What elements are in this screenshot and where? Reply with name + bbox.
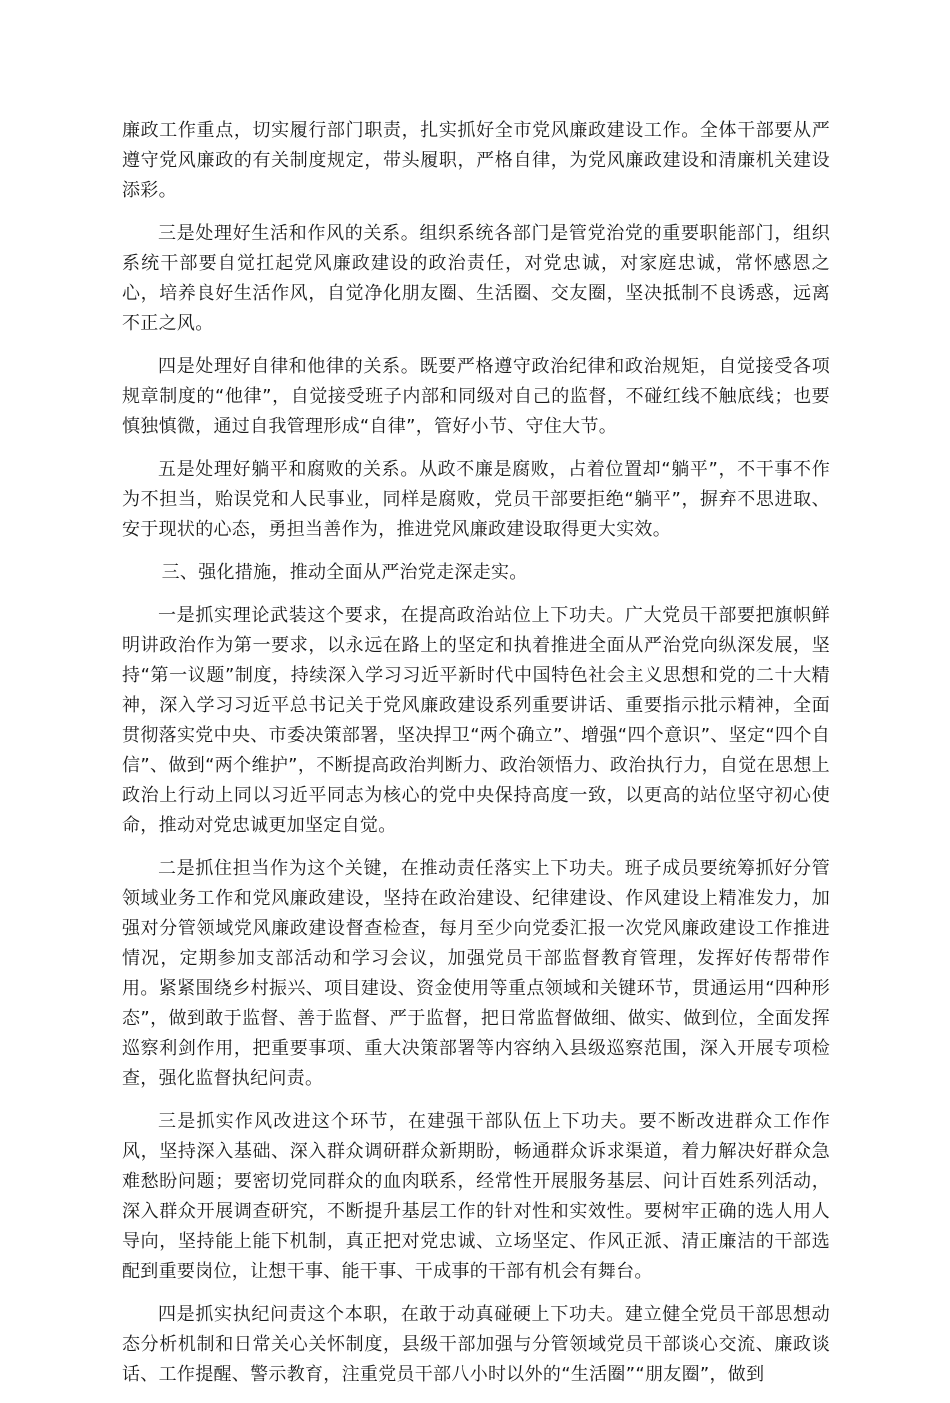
section-heading-strengthen-measures: 三、强化措施，推动全面从严治党走深走实。 <box>161 562 528 583</box>
paragraph-theory-arming: 一是抓实理论武装这个要求，在提高政治站位上下功夫。广大党员干部要把旗帜鲜明讲政治作为第一要求，以永远在路上的坚定和执着推进全面从严治党向纵深发展，坚持“第一议题”制度，持续深入学习习近平新时代中国特色社会主义思想和党的二十大精神，深入学习习近平总书记关于党风廉政建设系列重要讲话、重要指示批示精神，全面贯彻落实党中央、市委决策部署，坚决捍卫“两个确立”、增强“四个意识”、坚定“四个自信”、做到“两个维护”，不断提高政治判断力、政治领悟力、政治执行力，自觉在思想上政治上行动上同以习近平同志为核心的党中央保持高度一致，以更高的站位坚守初心使命，推动对党忠诚更加坚定自觉。 <box>122 605 830 836</box>
paragraph-self-discipline: 四是处理好自律和他律的关系。既要严格遵守政治纪律和政治规矩，自觉接受各项规章制度的“他律”，自觉接受班子内部和同级对自己的监督，不碰红线不触底线；也要慎独慎微，通过自我管理形成“自律”，管好小节、守住大节。 <box>122 356 830 437</box>
paragraph-lying-flat-and-corruption: 五是处理好躺平和腐败的关系。从政不廉是腐败，占着位置却“躺平”，不干事不作为不担当，贻误党和人民事业，同样是腐败，党员干部要拒绝“躺平”，摒弃不思进取、安于现状的心态，勇担当善作为，推进党风廉政建设取得更大实效。 <box>122 459 830 540</box>
paragraph-responsibility: 二是抓住担当作为这个关键，在推动责任落实上下功夫。班子成员要统筹抓好分管领域业务工作和党风廉政建设，坚持在政治建设、纪律建设、作风建设上精准发力，加强对分管领域党风廉政建设督查检查，每月至少向党委汇报一次党风廉政建设工作推进情况，定期参加支部活动和学习会议，加强党员干部监督教育管理，发挥好传帮带作用。紧紧围绕乡村振兴、项目建设、资金使用等重点领域和关键环节，贯通运用“四种形态”，做到敢于监督、善于监督、严于监督，把日常监督做细、做实、做到位，全面发挥巡察利剑作用，把重要事项、重大决策部署等内容纳入县级巡察范围，深入开展专项检查，强化监督执纪问责。 <box>122 858 830 1089</box>
paragraph-accountability: 四是抓实执纪问责这个本职，在敢于动真碰硬上下功夫。建立健全党员干部思想动态分析机制和日常关心关怀制度，县级干部加强与分管领域党员干部谈心交流、廉政谈话、工作提醒、警示教育，注重党员干部八小时以外的“生活圈”“朋友圈”，做到 <box>122 1304 830 1385</box>
paragraph-continuation: 廉政工作重点，切实履行部门职责，扎实抓好全市党风廉政建设工作。全体干部要从严遵守党风廉政的有关制度规定，带头履职，严格自律，为党风廉政建设和清廉机关建设添彩。 <box>122 120 830 201</box>
document-body <box>122 116 830 1403</box>
paragraph-life-and-style: 三是处理好生活和作风的关系。组织系统各部门是管党治党的重要职能部门，组织系统干部要自觉扛起党风廉政建设的政治责任，对党忠诚，对家庭忠诚，常怀感恩之心，培养良好生活作风，自觉净化朋友圈、生活圈、交友圈，坚决抵制不良诱惑，远离不正之风。 <box>122 223 830 334</box>
paragraph-style-improvement: 三是抓实作风改进这个环节，在建强干部队伍上下功夫。要不断改进群众工作作风，坚持深入基础、深入群众调研群众新期盼，畅通群众诉求渠道，着力解决好群众急难愁盼问题；要密切党同群众的血肉联系，经常性开展服务基层、问计百姓系列活动，深入群众开展调查研究，不断提升基层工作的针对性和实效性。要树牢正确的选人用人导向，坚持能上能下机制，真正把对党忠诚、立场坚定、作风正派、清正廉洁的干部选配到重要岗位，让想干事、能干事、干成事的干部有机会有舞台。 <box>122 1111 830 1282</box>
